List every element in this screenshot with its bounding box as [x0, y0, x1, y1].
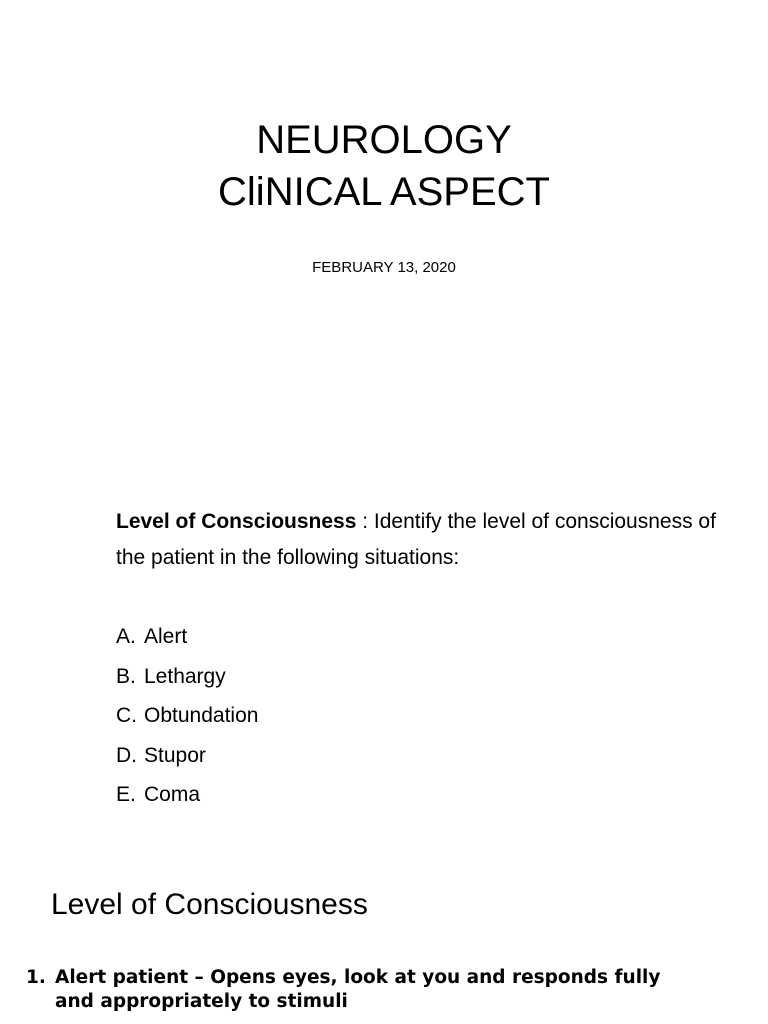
option-item — [116, 741, 258, 781]
numbered-item-line-1 — [26, 966, 746, 990]
slide-date: FEBRUARY 13, 2020 — [312, 259, 456, 276]
question-prompt-bold: Level of Consciousness — [116, 510, 357, 533]
numbered-item — [26, 966, 746, 1014]
option-text: Stupor — [144, 743, 206, 767]
option-text: Alert — [144, 625, 188, 648]
option-item — [116, 622, 258, 662]
option-letter: D. — [116, 743, 137, 767]
option-text: Obtundation — [144, 704, 259, 727]
option-item — [116, 662, 258, 702]
item-text-line-1: Alert patient – Opens eyes, look at you and responds fully — [55, 967, 661, 988]
option-item — [116, 701, 258, 741]
option-letter: E. — [116, 783, 136, 806]
section-heading: Level of Consciousness — [51, 888, 368, 921]
item-number: 1. — [26, 967, 46, 988]
option-letter: C. — [116, 704, 137, 727]
question-prompt — [116, 504, 736, 576]
slide-title-line-1: NEUROLOGY — [256, 118, 512, 162]
option-text: Lethargy — [144, 664, 226, 688]
answer-options — [116, 622, 258, 820]
option-letter: A. — [116, 625, 136, 648]
option-item — [116, 780, 258, 820]
option-text: Coma — [144, 783, 201, 806]
question-prompt-text: : Identify the level of consciousness of the patient in the following situations: — [116, 510, 716, 569]
slide-title-line-2: CliNICAL ASPECT — [218, 170, 550, 214]
item-text-line-2: and appropriately to stimuli — [55, 991, 348, 1012]
option-letter: B. — [116, 664, 136, 688]
